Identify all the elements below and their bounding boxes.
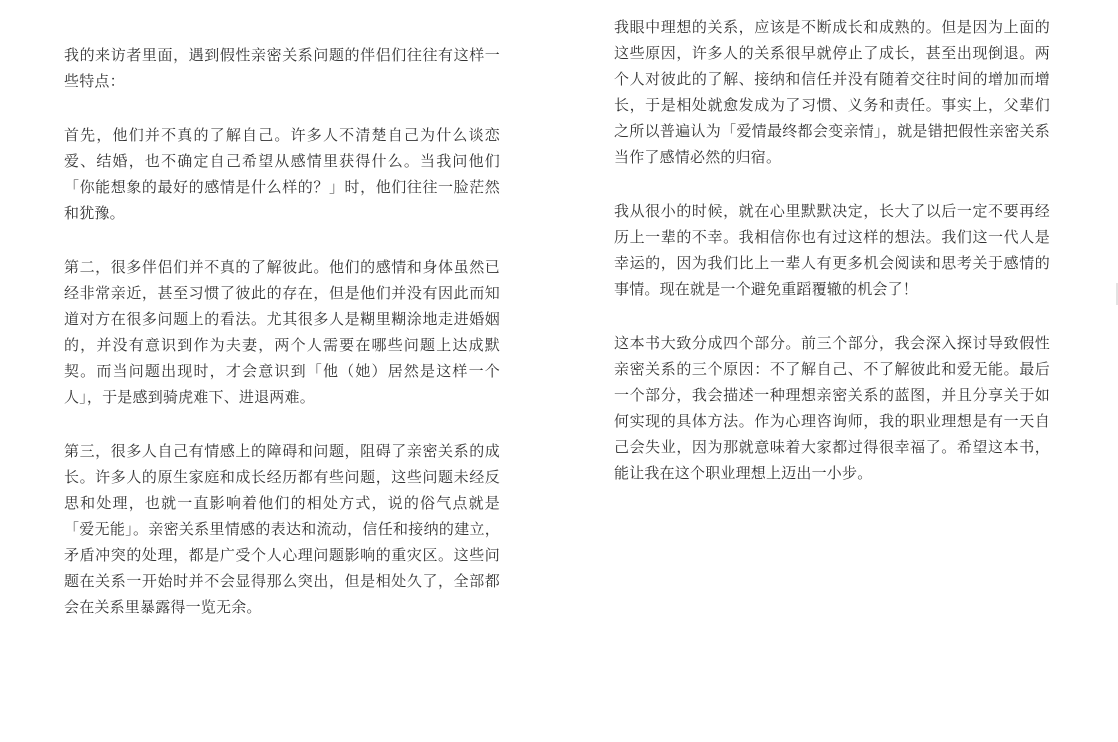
- right-column: [614, 14, 1050, 514]
- left-column: [64, 42, 500, 648]
- paragraph-point-three: 第三，很多人自己有情感上的障碍和问题，阻碍了亲密关系的成长。许多人的原生家庭和成长经历都有些问题，这些问题未经反思和处理，也就一直影响着他们的相处方式，说的俗气点就是「爱无能」。亲密关系里情感的表达和流动，信任和接纳的建立，矛盾冲突的处理，都是广受个人心理问题影响的重灾区。这些问题在关系一开始时并不会显得那么突出，但是相处久了，全部都会在关系里暴露得一览无余。: [64, 442, 500, 616]
- paragraph-ideal-relationship: 我眼中理想的关系，应该是不断成长和成熟的。但是因为上面的这些原因，许多人的关系很早就停止了成长，甚至出现倒退。两个人对彼此的了解、接纳和信任并没有随着交往时间的增加而增长，于是相处就愈发成为了习惯、义务和责任。事实上，父辈们之所以普遍认为「爱情最终都会变亲情」，就是错把假性亲密关系当作了感情必然的归宿。: [614, 18, 1050, 166]
- paragraph-point-one: 首先，他们并不真的了解自己。许多人不清楚自己为什么谈恋爱、结婚，也不确定自己希望从感情里获得什么。当我问他们「你能想象的最好的感情是什么样的？」时，他们往往一脸茫然和犹豫。: [64, 126, 500, 222]
- paragraph-point-two: 第二，很多伴侣们并不真的了解彼此。他们的感情和身体虽然已经非常亲近，甚至习惯了彼此的存在，但是他们并没有因此而知道对方在很多问题上的看法。尤其很多人是糊里糊涂地走进婚姻的，并没有意识到作为夫妻，两个人需要在哪些问题上达成默契。而当问题出现时，才会意识到「他（她）居然是这样一个人」，于是感到骑虎难下、进退两难。: [64, 258, 500, 406]
- paragraph-intro: 我的来访者里面，遇到假性亲密关系问题的伴侣们往往有这样一些特点：: [64, 46, 500, 90]
- paragraph-book-structure: 这本书大致分成四个部分。前三个部分，我会深入探讨导致假性亲密关系的三个原因：不了解自己、不了解彼此和爱无能。最后一个部分，我会描述一种理想亲密关系的蓝图，并且分享关于如何实现的具体方法。作为心理咨询师，我的职业理想是有一天自己会失业，因为那就意味着大家都过得很幸福了。希望这本书，能让我在这个职业理想上迈出一小步。: [614, 334, 1050, 482]
- paragraph-personal-resolve: 我从很小的时候，就在心里默默决定，长大了以后一定不要再经历上一辈的不幸。我相信你也有过这样的想法。我们这一代人是幸运的，因为我们比上一辈人有更多机会阅读和思考关于感情的事情。现在就是一个避免重蹈覆辙的机会了！: [614, 202, 1050, 298]
